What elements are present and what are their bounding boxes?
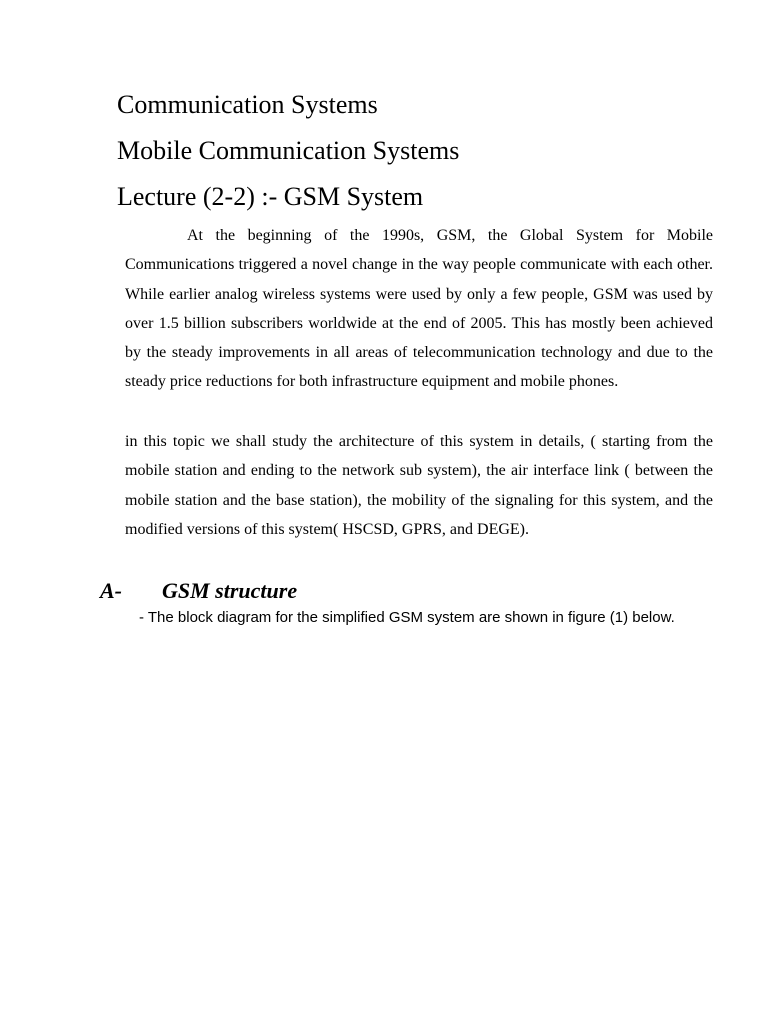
- course-title: Communication Systems: [117, 90, 378, 119]
- intro-paragraph: At the beginning of the 1990s, GSM, the Global System for Mobile Communications triggered a novel change in the way people communicate with each other. While earlier analog wireless systems were used by only a few people, GSM was used by over 1.5 billion subscribers worldwide at the end of 2005. This has mostly been achieved by the steady improvements in all areas of telecommunication technology and due to the steady price reductions for both infrastructure equipment and mobile phones.: [125, 227, 713, 391]
- subject-title: Mobile Communication Systems: [117, 136, 460, 165]
- section-heading: [100, 577, 297, 605]
- section-text: - The block diagram for the simplified GSM system are shown in figure (1) below.: [139, 609, 675, 626]
- topic-paragraph: in this topic we shall study the architecture of this system in details, ( starting from the mobile station and ending to the network sub system), the air interface link ( between the mobile station and the base station), the mobility of the signaling for this system, and the modified versions of this system( HSCSD, GPRS, and DEGE).: [125, 433, 713, 538]
- section-title: GSM structure: [162, 578, 298, 603]
- lecture-title: Lecture (2-2) :- GSM System: [117, 182, 424, 211]
- section-marker: A-: [100, 578, 122, 603]
